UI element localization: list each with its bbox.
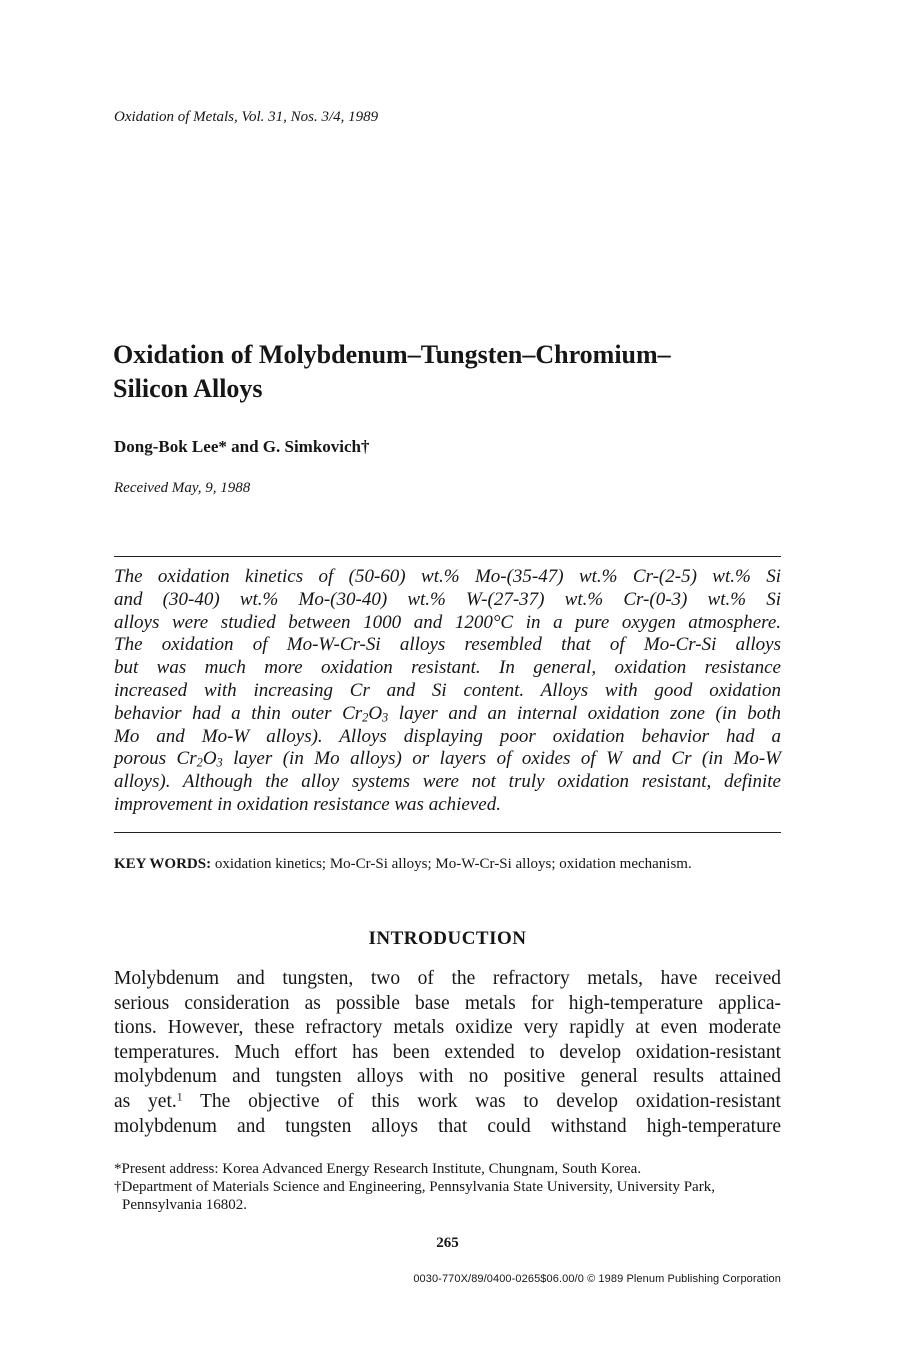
subscript: 3 <box>216 755 223 770</box>
abstract-line: The oxidation kinetics of (50-60) wt.% Mo-(35-47) wt.% Cr-(2-5) wt.% Si <box>114 566 781 587</box>
journal-citation: Oxidation of Metals, Vol. 31, Nos. 3/4, 1989 <box>114 109 379 125</box>
page-number: 265 <box>436 1235 459 1251</box>
footnote-2: †Department of Materials Science and Engineering, Pennsylvania State University, University Park, Pennsylvania 16802. <box>114 1179 715 1213</box>
citation-superscript: 1 <box>176 1090 183 1104</box>
title-line-2: Silicon Alloys <box>113 374 263 403</box>
intro-line: serious consideration as possible base metals for high-temperature applica- <box>114 992 781 1014</box>
text: porous Cr <box>114 748 197 770</box>
subscript: 2 <box>362 710 369 725</box>
abstract <box>114 566 781 817</box>
abstract-line <box>114 703 781 726</box>
keywords-text: oxidation kinetics; Mo-Cr-Si alloys; Mo-W-Cr-Si alloys; oxidation mechanism. <box>211 856 692 872</box>
abstract-line: but was much more oxidation resistant. In general, oxidation resistance <box>114 657 781 679</box>
intro-line: molybdenum and tungsten alloys with no positive general results attained <box>114 1066 781 1088</box>
keywords-label: KEY WORDS: <box>114 856 212 872</box>
abstract-line: increased with increasing Cr and Si content. Alloys with good oxidation <box>114 679 781 701</box>
text: O <box>368 702 383 724</box>
copyright-line: 0030-770X/89/0400-0265$06.00/0 © 1989 Plenum Publishing Corporation <box>413 1273 781 1285</box>
text: layer and an internal oxidation zone (in both <box>388 702 781 724</box>
text: O <box>202 748 217 770</box>
abstract-bottom-rule <box>114 832 781 833</box>
abstract-line: alloys were studied between 1000 and 1200°C in a pure oxygen atmosphere. <box>114 611 781 633</box>
introduction-body <box>114 967 781 1139</box>
abstract-top-rule <box>114 556 781 557</box>
intro-line: tions. However, these refractory metals oxidize very rapidly at even moderate <box>114 1017 781 1039</box>
abstract-line: Mo and Mo-W alloys). Alloys displaying poor oxidation behavior had a <box>114 725 781 747</box>
authors: Dong-Bok Lee* and G. Simkovich† <box>114 437 370 456</box>
text: layer (in Mo alloys) or layers of oxides of W and Cr (in Mo-W <box>222 748 782 770</box>
title-line-1: Oxidation of Molybdenum–Tungsten–Chromium– <box>113 340 671 369</box>
subscript: 2 <box>196 755 203 770</box>
abstract-line: The oxidation of Mo-W-Cr-Si alloys resembled that of Mo-Cr-Si alloys <box>114 634 781 656</box>
article-title <box>113 338 793 406</box>
subscript: 3 <box>382 710 389 725</box>
footnotes <box>114 1160 781 1214</box>
intro-line <box>114 1090 781 1115</box>
abstract-line: alloys). Although the alloy systems were not truly oxidation resistant, definite <box>114 771 781 793</box>
footnote-1: *Present address: Korea Advanced Energy Research Institute, Chungnam, South Korea. <box>114 1161 642 1177</box>
text: The objective of this work was to develop oxidation-resistant <box>182 1090 781 1112</box>
abstract-line: improvement in oxidation resistance was achieved. <box>114 793 501 815</box>
intro-line: temperatures. Much effort has been extended to develop oxidation-resistant <box>114 1041 781 1063</box>
keywords <box>114 855 781 873</box>
abstract-line <box>114 748 781 771</box>
received-date: Received May, 9, 1988 <box>114 480 251 496</box>
section-heading-introduction: INTRODUCTION <box>368 928 527 949</box>
intro-line: Molybdenum and tungsten, two of the refractory metals, have received <box>114 968 781 989</box>
intro-line: molybdenum and tungsten alloys that could withstand high-temperature <box>114 1115 781 1137</box>
text: as yet. <box>114 1090 177 1112</box>
text: behavior had a thin outer Cr <box>114 702 363 724</box>
abstract-line: and (30-40) wt.% Mo-(30-40) wt.% W-(27-37) wt.% Cr-(0-3) wt.% Si <box>114 588 781 610</box>
